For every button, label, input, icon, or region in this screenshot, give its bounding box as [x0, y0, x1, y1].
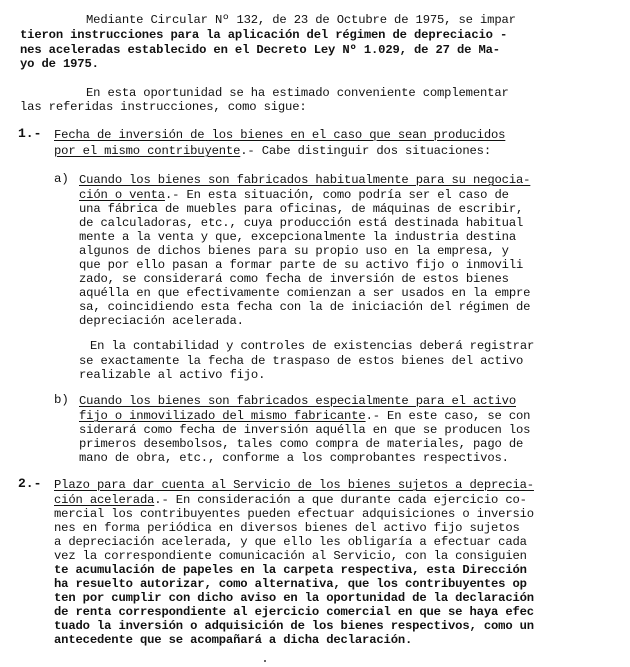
- item-a-line: mente a la venta y que, excepcionalmente la industria destina: [79, 230, 516, 244]
- item-b-heading-underlined: Cuando los bienes son fabricados especialmente para el activo: [79, 394, 516, 408]
- para2-line: En esta oportunidad se ha estimado conveniente complementar: [86, 86, 509, 100]
- item-b-heading2-rest: .- En este caso, se con: [365, 409, 531, 423]
- item-a-heading2-rest: .- En esta situación, como podría ser el caso de: [164, 188, 509, 202]
- intro-line: Mediante Circular Nº 132, de 23 de Octubre de 1975, se impar: [86, 13, 516, 27]
- section2-title2-rest: .- En consideración a que durante cada ejercicio co-: [154, 493, 527, 507]
- item-a-line: zado, se considerará como fecha de inversión de estos bienes: [79, 272, 509, 286]
- item-a-heading: [79, 173, 530, 187]
- item-a-heading2-underlined: ción o venta: [79, 188, 165, 202]
- item-a-subpara-line: En la contabilidad y controles de existencias deberá registrar: [90, 339, 535, 353]
- section2-line: vez la correspondiente comunicación al Servicio, con la consiguien: [54, 549, 527, 563]
- item-b-line: primeros desembolsos, tales como compra de materiales, pago de: [79, 437, 524, 451]
- scan-speck: [264, 660, 266, 662]
- section1-title-underlined: Fecha de inversión de los bienes en el caso que sean producidos: [54, 128, 506, 142]
- item-a-subpara-line: se exactamente la fecha de traspaso de estos bienes del activo: [79, 354, 524, 368]
- section2-line: antecedente que se acompañará a dicha declaración.: [54, 633, 413, 647]
- item-a-line: algunos de dichos bienes para su propio uso en la empresa, y: [79, 244, 509, 258]
- section2-number: 2.-: [18, 476, 42, 491]
- item-a-label: a): [54, 172, 69, 186]
- item-a-line: sa, coincidiendo esta fecha con la de iniciación del régimen de: [79, 300, 531, 314]
- section2-title: [54, 478, 534, 492]
- section2-line: te acumulación de papeles en la carpeta respectiva, esta Dirección: [54, 563, 527, 577]
- section1-title-2: [54, 144, 491, 158]
- section2-title2-underlined: ción acelerada: [54, 493, 155, 507]
- item-b-heading-2: [79, 409, 530, 423]
- section2-line: ten por cumplir con dicho aviso en la oportunidad de la declaración: [54, 591, 534, 605]
- intro-line: tieron instrucciones para la aplicación del régimen de depreciacio -: [20, 28, 508, 42]
- item-b-heading2-underlined: fijo o inmovilizado del mismo fabricante: [79, 409, 366, 423]
- item-a-heading-2: [79, 188, 509, 202]
- item-b-heading: [79, 394, 516, 408]
- section2-line: nes en forma periódica en diversos bienes del activo fijo sujetos: [54, 521, 520, 535]
- section1-title2-rest: .- Cabe distinguir dos situaciones:: [240, 144, 491, 158]
- section2-line: de renta correspondiente al ejercicio comercial en que se haya efec: [54, 605, 534, 619]
- item-a-line: una fábrica de muebles para oficinas, de máquinas de escribir,: [79, 202, 524, 216]
- item-b-label: b): [54, 393, 69, 407]
- item-a-subpara-line: realizable al activo fijo.: [79, 368, 266, 382]
- item-a-line: aquélla en que efectivamente comienzan a ser usados en la empre: [79, 286, 531, 300]
- section2-line: mercial los contribuyentes pueden efectuar adquisiciones o inversio: [54, 507, 534, 521]
- section1-title2-underlined: por el mismo contribuyente: [54, 144, 241, 158]
- item-a-line: de calculadoras, etc., cuya producción está destinada habitual: [79, 216, 524, 230]
- section1-title: [54, 128, 505, 142]
- intro-line: nes aceleradas establecido en el Decreto Ley Nº 1.029, de 27 de Ma-: [20, 43, 500, 57]
- item-a-line: depreciación acelerada.: [79, 314, 244, 328]
- section2-title-underlined: Plazo para dar cuenta al Servicio de los bienes sujetos a depreciа-: [54, 478, 534, 492]
- section2-title-2: [54, 493, 527, 507]
- section2-line: tuado la inversión o adquisición de los bienes respectivos, como un: [54, 619, 534, 633]
- item-a-line: que por ello pasan a formar parte de su activo fijo o inmovili: [79, 258, 524, 272]
- item-a-heading-underlined: Cuando los bienes son fabricados habitualmente para su negocia-: [79, 173, 531, 187]
- section2-line: ha resuelto autorizar, como alternativa, que los contribuyentes op: [54, 577, 527, 591]
- item-b-line: siderará como fecha de inversión aquélla en que se producen los: [79, 423, 531, 437]
- section1-number: 1.-: [18, 126, 42, 141]
- intro-line: yo de 1975.: [20, 57, 99, 71]
- section2-line: a depreciación acelerada, y que ello les obligaría a efectuar cada: [54, 535, 527, 549]
- para2-line: las referidas instrucciones, como sigue:: [20, 100, 307, 114]
- item-b-line: mano de obra, etc., conforme a los comprobantes respectivos.: [79, 451, 509, 465]
